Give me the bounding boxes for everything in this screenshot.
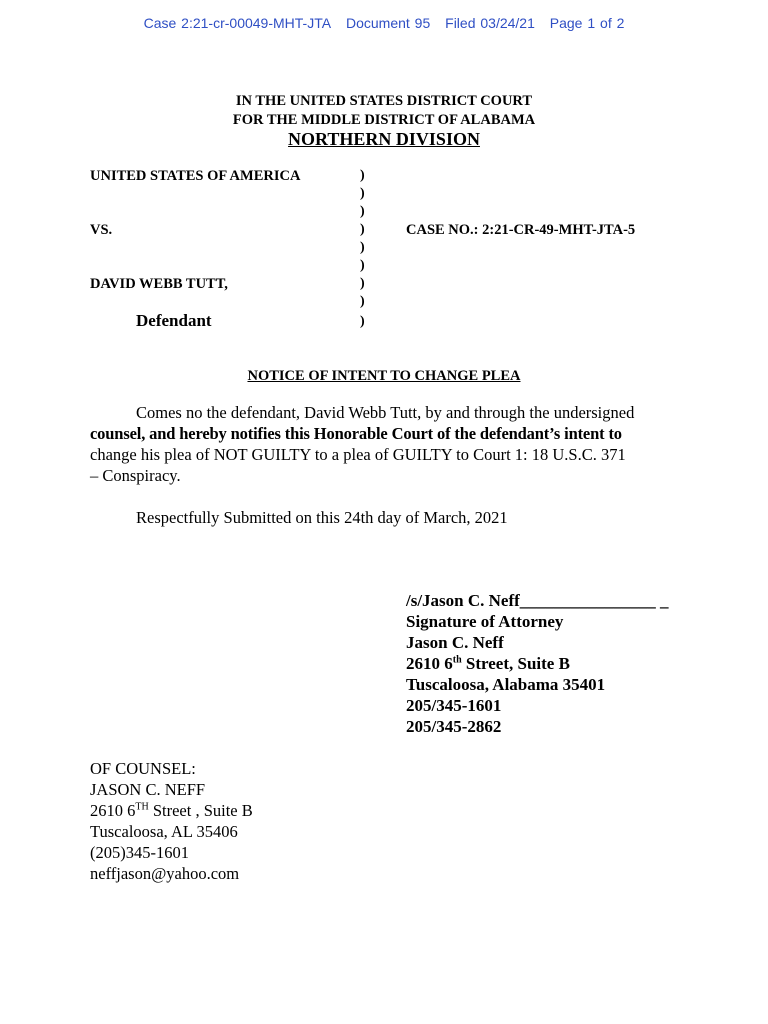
of-counsel-block bbox=[90, 758, 253, 884]
counsel-name: JASON C. NEFF bbox=[90, 780, 206, 799]
caption-paren: ) bbox=[360, 294, 365, 309]
ecf-header bbox=[0, 15, 768, 31]
attorney-phone-1: 205/345-1601 bbox=[406, 696, 502, 715]
counsel-city: Tuscaloosa, AL 35406 bbox=[90, 822, 238, 841]
versus-label: VS. bbox=[90, 222, 113, 238]
document-number: Document 95 bbox=[345, 15, 431, 31]
counsel-address: 2610 6TH Street , Suite B bbox=[90, 801, 253, 820]
body-line-1: Comes no the defendant, David Webb Tutt, by and through the undersigned bbox=[136, 403, 635, 422]
page-number: Page 1 of 2 bbox=[549, 15, 625, 31]
counsel-phone: (205)345-1601 bbox=[90, 843, 189, 862]
submitted-date: Respectfully Submitted on this 24th day of March, 2021 bbox=[136, 508, 508, 527]
caption-paren: ) bbox=[360, 276, 365, 291]
attorney-address: 2610 6th Street, Suite B bbox=[406, 654, 570, 673]
of-counsel-heading: OF COUNSEL: bbox=[90, 759, 196, 778]
court-name-line2: FOR THE MIDDLE DISTRICT OF ALABAMA bbox=[232, 112, 536, 128]
signature-block bbox=[406, 590, 669, 737]
caption-paren: ) bbox=[360, 258, 365, 273]
defendant-name: DAVID WEBB TUTT, bbox=[90, 276, 228, 292]
body-line-4: – Conspiracy. bbox=[90, 466, 181, 485]
caption-paren: ) bbox=[360, 168, 365, 183]
e-signature: /s/Jason C. Neff________________ _ bbox=[406, 591, 669, 610]
attorney-phone-2: 205/345-2862 bbox=[406, 717, 502, 736]
plaintiff-name: UNITED STATES OF AMERICA bbox=[90, 168, 301, 184]
caption-paren: ) bbox=[360, 240, 365, 255]
case-number: CASE NO.: 2:21-CR-49-MHT-JTA-5 bbox=[406, 222, 636, 238]
caption-paren: ) bbox=[360, 314, 365, 329]
case-number-header: Case 2:21-cr-00049-MHT-JTA bbox=[143, 15, 332, 31]
attorney-name: Jason C. Neff bbox=[406, 633, 504, 652]
body-line-3: change his plea of NOT GUILTY to a plea of GUILTY to Court 1: 18 U.S.C. 371 bbox=[90, 445, 626, 464]
caption-paren: ) bbox=[360, 204, 365, 219]
counsel-email: neffjason@yahoo.com bbox=[90, 864, 240, 883]
body-line-2: counsel, and hereby notifies this Honorable Court of the defendant’s intent to bbox=[90, 424, 622, 443]
attorney-city: Tuscaloosa, Alabama 35401 bbox=[406, 675, 606, 694]
court-division: NORTHERN DIVISION bbox=[288, 129, 480, 149]
signature-label: Signature of Attorney bbox=[406, 612, 564, 631]
document-title: NOTICE OF INTENT TO CHANGE PLEA bbox=[247, 368, 521, 384]
filed-date: Filed 03/24/21 bbox=[445, 15, 535, 31]
caption-paren: ) bbox=[360, 222, 365, 237]
defendant-label: Defendant bbox=[136, 311, 212, 330]
caption-paren: ) bbox=[360, 186, 365, 201]
court-name-line1: IN THE UNITED STATES DISTRICT COURT bbox=[235, 93, 533, 109]
